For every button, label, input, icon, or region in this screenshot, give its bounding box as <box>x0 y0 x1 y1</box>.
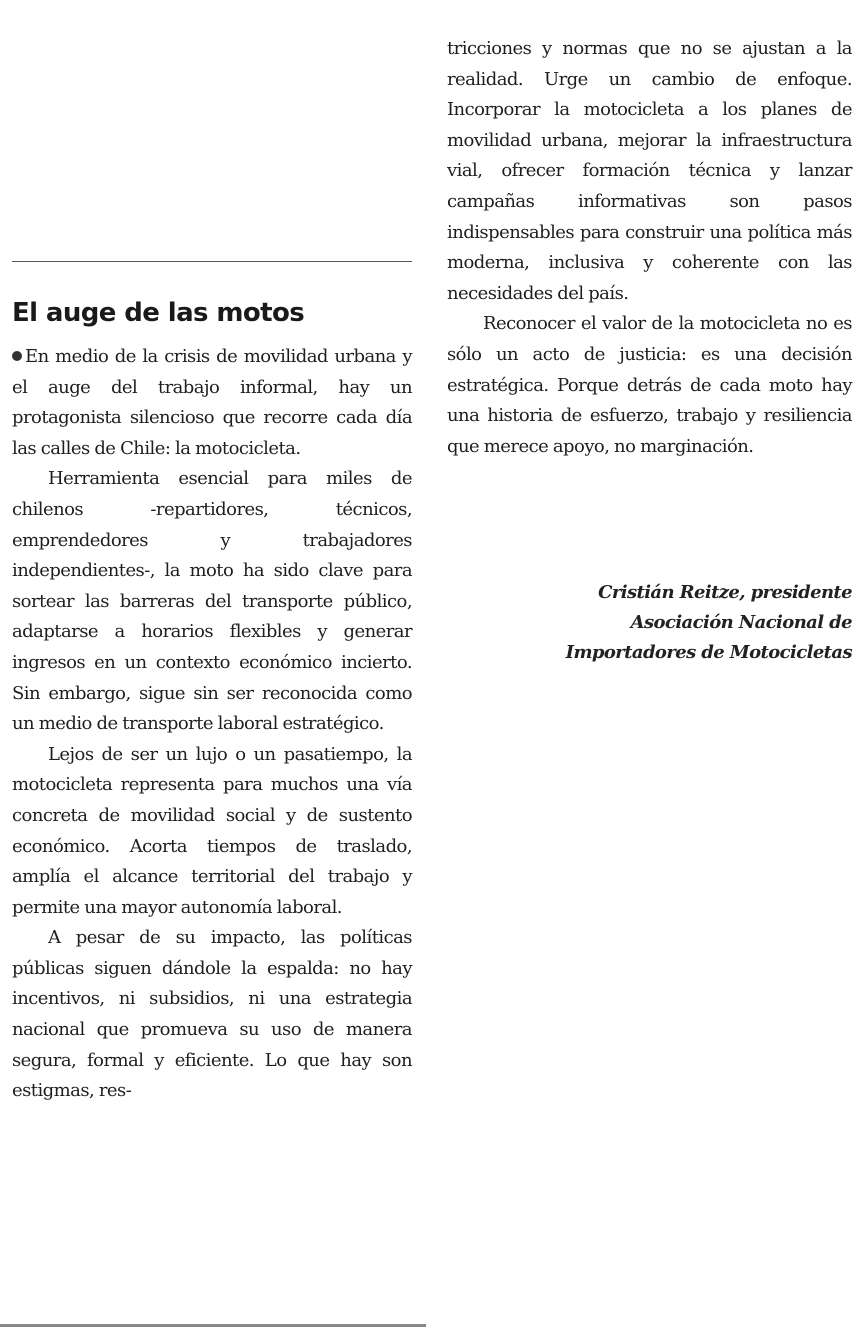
article-paragraph-4-continued: tricciones y normas que no se ajustan a la realidad. Urge un cambio de enfoque. Incorporar la motocicleta a los planes de movilidad urbana, mejorar la infraestructura vial, ofrecer formación técnica y lanzar campañas informativas son pasos indispensables para construir una política más moderna, inclusiva y coherente con las necesidades del país. <box>447 38 852 304</box>
author-signature <box>447 578 852 668</box>
bottom-divider <box>0 1324 426 1327</box>
article-paragraph-2: Herramienta esencial para miles de chilenos -repartidores, técnicos, emprendedores y trabajadores independientes-, la moto ha sido clave para sortear las barreras del transporte público, adaptarse a horarios flexibles y generar ingresos en un contexto económico incierto. Sin embargo, sigue sin ser reconocida como un medio de transporte laboral estratégico. <box>12 468 412 735</box>
article-column-right <box>447 34 852 462</box>
article-paragraph-4-start: A pesar de su impacto, las políticas públicas siguen dándole la espalda: no hay incentivos, ni subsidios, ni una estrategia nacional que promueva su uso de manera segura, formal y eficiente. Lo que hay son estigmas, res- <box>12 927 412 1102</box>
article-column-left <box>12 342 412 1107</box>
signature-line-1: Cristián Reitze, presidente <box>598 582 852 603</box>
article-headline: El auge de las motos <box>12 298 305 328</box>
signature-line-2: Asociación Nacional de <box>630 612 852 633</box>
signature-line-3: Importadores de Motocicletas <box>565 642 852 663</box>
article-paragraph-3: Lejos de ser un lujo o un pasatiempo, la motocicleta representa para muchos una vía concreta de movilidad social y de sustento económico. Acorta tiempos de traslado, amplía el alcance territorial del trabajo y permite una mayor autonomía laboral. <box>12 743 412 918</box>
section-divider <box>12 261 412 262</box>
article-paragraph-5: Reconocer el valor de la motocicleta no es sólo un acto de justicia: es una decisión estratégica. Porque detrás de cada moto hay una historia de esfuerzo, trabajo y resiliencia que merece apoyo, no marginación. <box>447 313 852 457</box>
bullet-icon <box>12 351 22 361</box>
article-paragraph-1: En medio de la crisis de movilidad urbana y el auge del trabajo informal, hay un protagonista silencioso que recorre cada día las calles de Chile: la motocicleta. <box>12 346 412 459</box>
